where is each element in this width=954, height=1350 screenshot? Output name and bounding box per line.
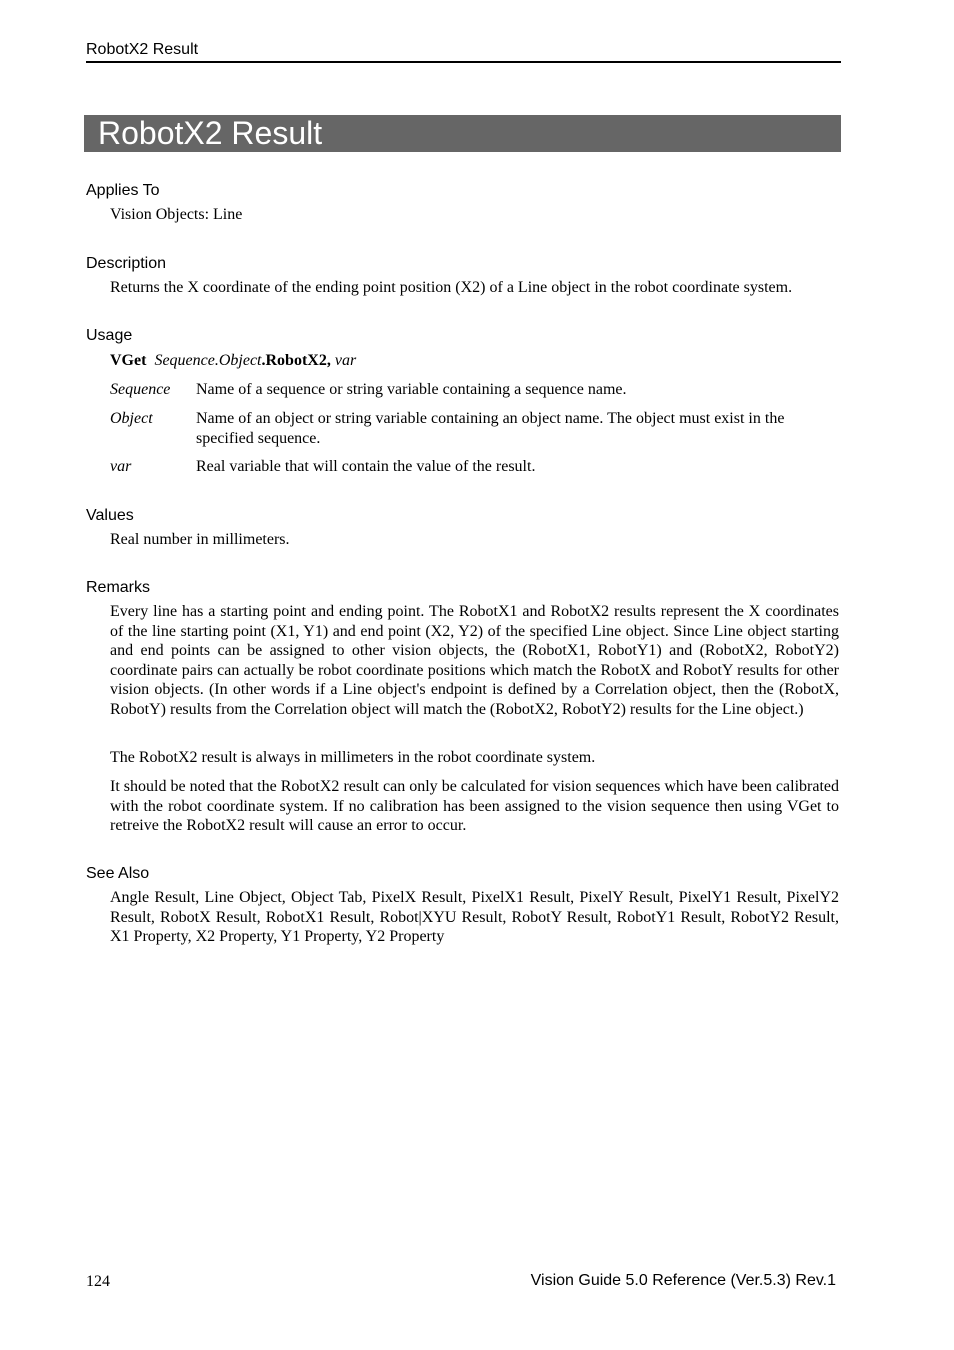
values-text: Real number in millimeters.	[110, 531, 290, 548]
usage-syntax	[110, 351, 839, 371]
remarks-paragraph-1: Every line has a starting point and ending point. The RobotX1 and RobotX2 results represent the X coordinates of the line starting point (X1, Y1) and end point (X2, Y2) of the specified Line object. Since Line object starting and end points can be assigned to other vision objects, the (RobotX1, RobotY1) and (RobotX2, RobotY2) coordinate pairs can actually be robot coordinate positions which match the RobotX and RobotY results for other vision objects. (In other words if a Line object's endpoint is defined by a Correlation object, then the (RobotX, RobotY) results from the Correlation object will match the (RobotX2, RobotY2) results for the Line object.)	[110, 603, 839, 718]
remarks-paragraph-2: The RobotX2 result is always in millimeters in the robot coordinate system.	[110, 749, 596, 766]
param-term-sequence: Sequence	[110, 381, 171, 398]
applies-to-text: Vision Objects: Line	[110, 206, 243, 223]
syntax-prop: .RobotX2,	[261, 352, 331, 369]
remarks-paragraph-3: It should be noted that the RobotX2 result can only be calculated for vision sequences which have been calibrated with the robot coordinate system. If no calibration has been assigned to the vision sequence then using VGet to retreive the RobotX2 result will cause an error to occur.	[110, 778, 839, 834]
syntax-args: Sequence.Object	[154, 352, 262, 369]
remarks-heading: Remarks	[86, 579, 151, 596]
param-desc-var: Real variable that will contain the value of the result.	[196, 458, 536, 475]
param-desc-object: Name of an object or string variable containing an object name. The object must exist in the specified sequence.	[196, 410, 785, 447]
values-heading: Values	[86, 507, 134, 524]
running-header: RobotX2 Result	[86, 40, 841, 63]
see-also-text: Angle Result, Line Object, Object Tab, PixelX Result, PixelX1 Result, PixelY Result, PixelY1 Result, PixelY2 Result, RobotX Result, RobotX1 Result, Robot|XYU Result, RobotY Result, RobotY1 Result, RobotY2 Result, X1 Property, X2 Property, Y1 Property, Y2 Property	[110, 889, 839, 945]
param-term-var: var	[110, 458, 132, 475]
syntax-command: VGet	[110, 352, 147, 369]
usage-heading: Usage	[86, 327, 133, 344]
param-term-object: Object	[110, 410, 153, 427]
page-title: RobotX2 Result	[84, 115, 841, 152]
description-text: Returns the X coordinate of the ending point position (X2) of a Line object in the robot coordinate system.	[110, 279, 793, 296]
page-number: 124	[86, 1273, 110, 1290]
param-desc-sequence: Name of a sequence or string variable containing a sequence name.	[196, 381, 627, 398]
footer-doc-title: Vision Guide 5.0 Reference (Ver.5.3) Rev.1	[530, 1272, 836, 1289]
see-also-heading: See Also	[86, 865, 150, 882]
syntax-var: var	[334, 352, 357, 369]
description-heading: Description	[86, 255, 167, 272]
applies-to-heading: Applies To	[86, 182, 160, 199]
